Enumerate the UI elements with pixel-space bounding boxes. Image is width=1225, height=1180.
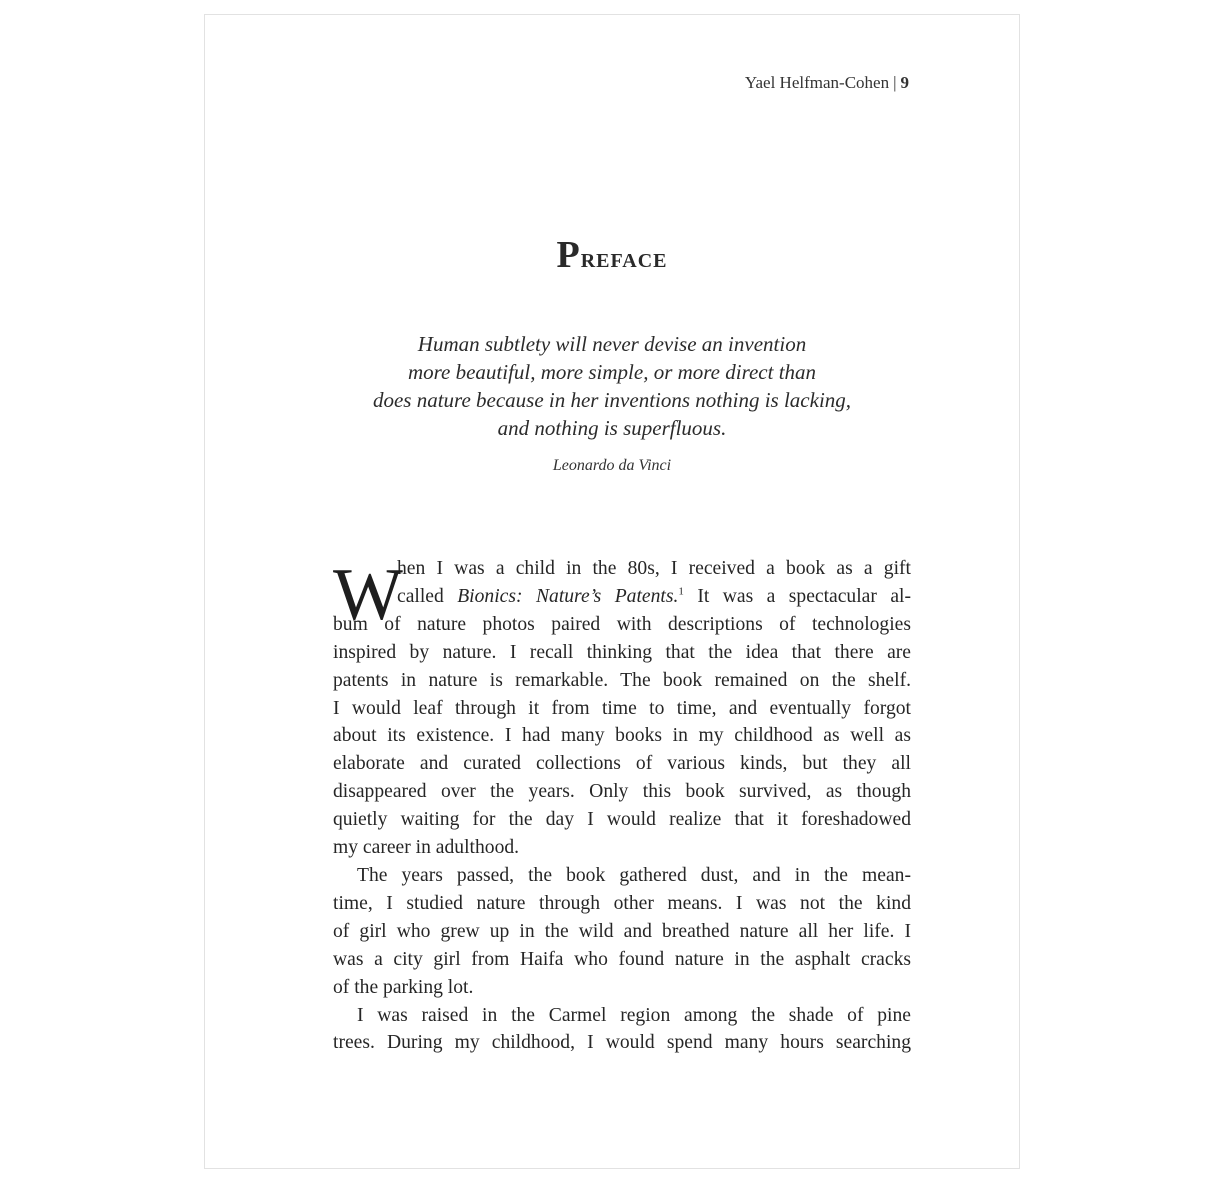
book-page <box>204 14 1020 1169</box>
body-line-text: called <box>397 585 458 607</box>
body-line: hen I was a child in the 80s, I received a book as a gift <box>397 558 911 579</box>
epigraph-attribution: Leonardo da Vinci <box>552 457 672 474</box>
body-line: disappeared over the years. Only this book survived, as though <box>333 781 911 803</box>
running-head <box>745 73 909 93</box>
drop-cap: W <box>333 554 403 636</box>
body-line: bum of nature photos paired with descriptions of technologies <box>333 613 911 635</box>
body-line: I would leaf through it from time to time, and eventually forgot <box>333 697 911 719</box>
epigraph-line: and nothing is superfluous. <box>497 416 727 440</box>
book-title-italic: Bionics: Nature’s Patents. <box>457 585 679 607</box>
body-line: time, I studied nature through other means. I was not the kind <box>333 892 911 914</box>
epigraph-line: does nature because in her inventions nothing is lacking, <box>372 388 852 412</box>
running-head-author: Yael Helfman-Cohen <box>744 73 890 92</box>
body-line: about its existence. I had many books in my childhood as well as <box>333 725 911 747</box>
chapter-title-initial: P <box>556 234 581 276</box>
body-line: inspired by nature. I recall thinking that the idea that there are <box>333 641 911 663</box>
chapter-title-rest: reface <box>580 243 668 274</box>
body-line: patents in nature is remarkable. The book remained on the shelf. <box>333 669 911 691</box>
body-line: was a city girl from Haifa who found nature in the asphalt cracks <box>333 948 911 970</box>
running-head-separator: | <box>893 73 897 92</box>
body-line: my career in adulthood. <box>333 837 520 859</box>
body-line: The years passed, the book gathered dust, and in the mean- <box>357 864 911 886</box>
page-number: 9 <box>900 73 909 92</box>
body-line <box>333 583 911 611</box>
body-line: quietly waiting for the day I would realize that it foreshadowed <box>333 809 911 831</box>
body-line: of the parking lot. <box>333 976 474 998</box>
body-line: of girl who grew up in the wild and breathed nature all her life. I <box>333 920 911 942</box>
epigraph <box>205 330 1019 442</box>
body-text <box>333 555 911 1057</box>
epigraph-line: Human subtlety will never devise an invention <box>417 332 807 356</box>
body-line: I was raised in the Carmel region among the shade of pine <box>357 1004 911 1026</box>
body-line: trees. During my childhood, I would spend many hours searching <box>333 1032 911 1054</box>
chapter-title <box>205 233 1019 277</box>
footnote-marker[interactable]: 1 <box>678 585 684 598</box>
body-line: elaborate and curated collections of various kinds, but they all <box>333 753 911 775</box>
body-line-text: It was a spectacular al- <box>683 585 911 607</box>
epigraph-line: more beautiful, more simple, or more direct than <box>407 360 817 384</box>
